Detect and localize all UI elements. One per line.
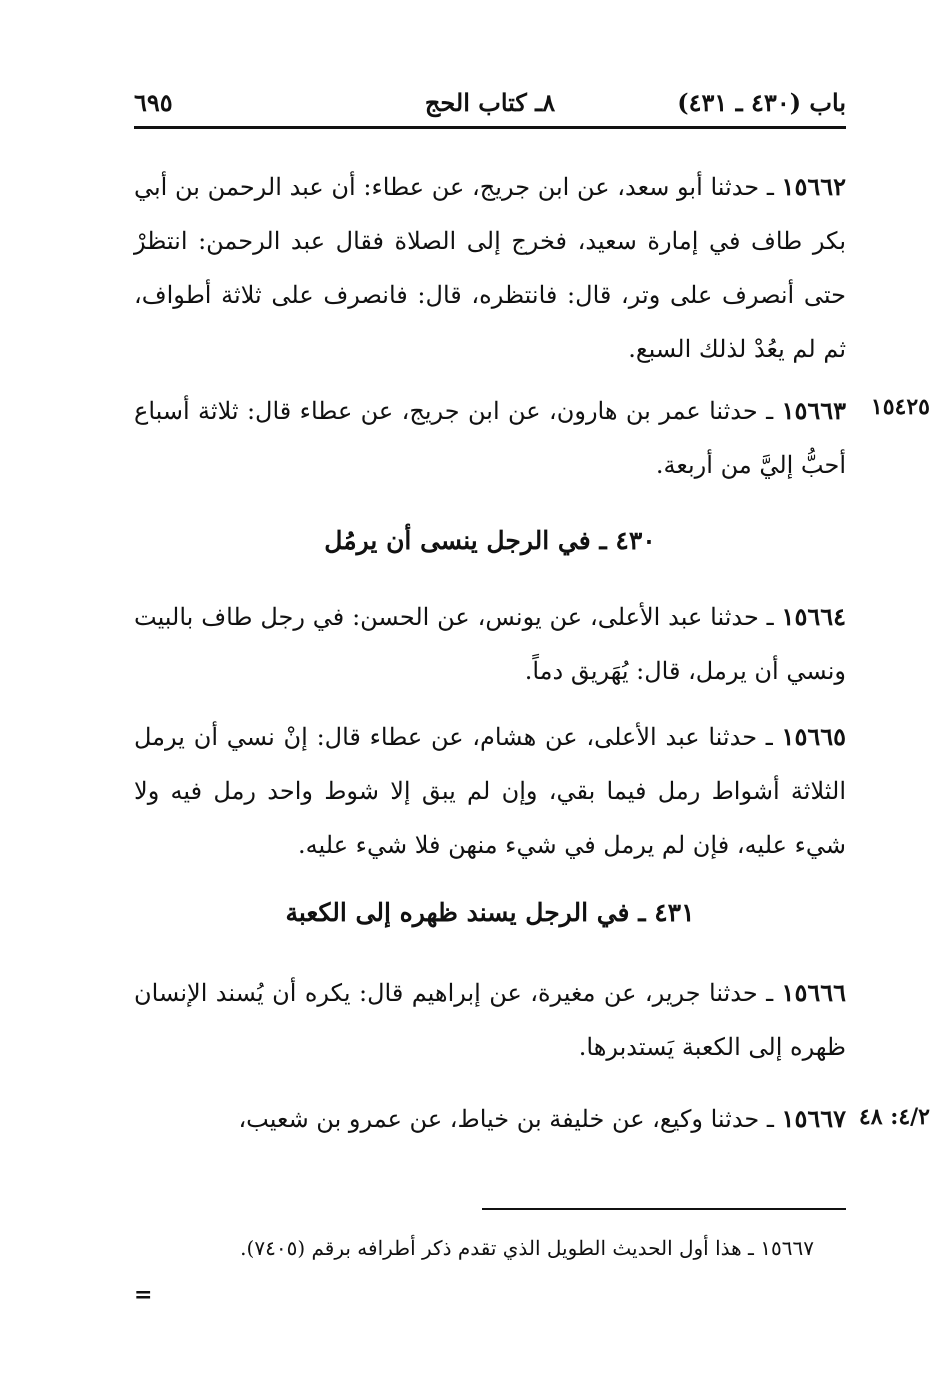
page-header: [134, 86, 846, 129]
hadith-text: ـ حدثنا عبد الأعلى، عن هشام، عن عطاء قال: إنْ نسي أن يرمل الثلاثة أشواط رمل فيما بقي، وإن لم يبق إلا شوط واحد رمل فيه ولا شيء عليه، فإن لم يرمل في شيء منهن فلا شيء عليه.: [134, 723, 846, 859]
hadith-text: ـ حدثنا وكيع، عن خليفة بن خياط، عن عمرو بن شعيب،: [238, 1105, 782, 1133]
page-number: ٦٩٥: [134, 88, 173, 117]
hadith-15667: [134, 1092, 846, 1146]
continuation-mark: =: [134, 1282, 153, 1308]
hadith-number: ١٥٦٦٦: [781, 978, 846, 1007]
section-heading-430: ٤٣٠ ـ في الرجل ينسى أن يرمُل: [324, 526, 656, 555]
footnote: ١٥٦٦٧ ـ هذا أول الحديث الطويل الذي تقدم ذكر أطرافه برقم (٧٤٠٥).: [240, 1236, 814, 1260]
hadith-15662: [134, 160, 846, 376]
hadith-text: ـ حدثنا عمر بن هارون، عن ابن جريج، عن عطاء قال: ثلاثة أسباع أحبُّ إليَّ من أربعة.: [134, 397, 846, 479]
section-heading-431: ٤٣١ ـ في الرجل يسند ظهره إلى الكعبة: [285, 898, 695, 927]
hadith-15664: [134, 590, 846, 698]
hadith-15663: [134, 384, 846, 492]
hadith-text: ـ حدثنا جرير، عن مغيرة، عن إبراهيم قال: يكره أن يُسند الإنسان ظهره إلى الكعبة يَستدبرها.: [134, 979, 846, 1061]
hadith-text: ـ حدثنا عبد الأعلى، عن يونس، عن الحسن: في رجل طاف بالبيت ونسي أن يرمل، قال: يُهَريق دماً.: [134, 603, 846, 685]
hadith-text: ـ حدثنا أبو سعد، عن ابن جريج، عن عطاء: أن عبد الرحمن بن أبي بكر طاف في إمارة سعيد، فخرج إلى الصلاة فقال عبد الرحمن: انتظرْ حتى أنصرف على وتر، قال: فانتظره، قال: فانصرف على ثلاثة أطواف، ثم لم يعُدْ لذلك السبع.: [134, 173, 846, 363]
hadith-number: ١٥٦٦٢: [781, 172, 846, 201]
hadith-number: ١٥٦٦٤: [781, 602, 846, 631]
book-title: ٨ـ كتاب الحج: [424, 88, 556, 117]
hadith-15665: [134, 710, 846, 872]
hadith-15666: [134, 966, 846, 1074]
chapter-title: باب (٤٣٠ ـ ٤٣١): [677, 88, 846, 117]
margin-reference-15425: ١٥٤٢٥: [870, 394, 930, 420]
footnote-separator: [482, 1208, 846, 1210]
margin-reference-volume: ٤/٢: ٤٨: [858, 1104, 930, 1130]
hadith-number: ١٥٦٦٧: [781, 1104, 846, 1133]
hadith-number: ١٥٦٦٥: [781, 722, 846, 751]
hadith-number: ١٥٦٦٣: [781, 396, 847, 425]
